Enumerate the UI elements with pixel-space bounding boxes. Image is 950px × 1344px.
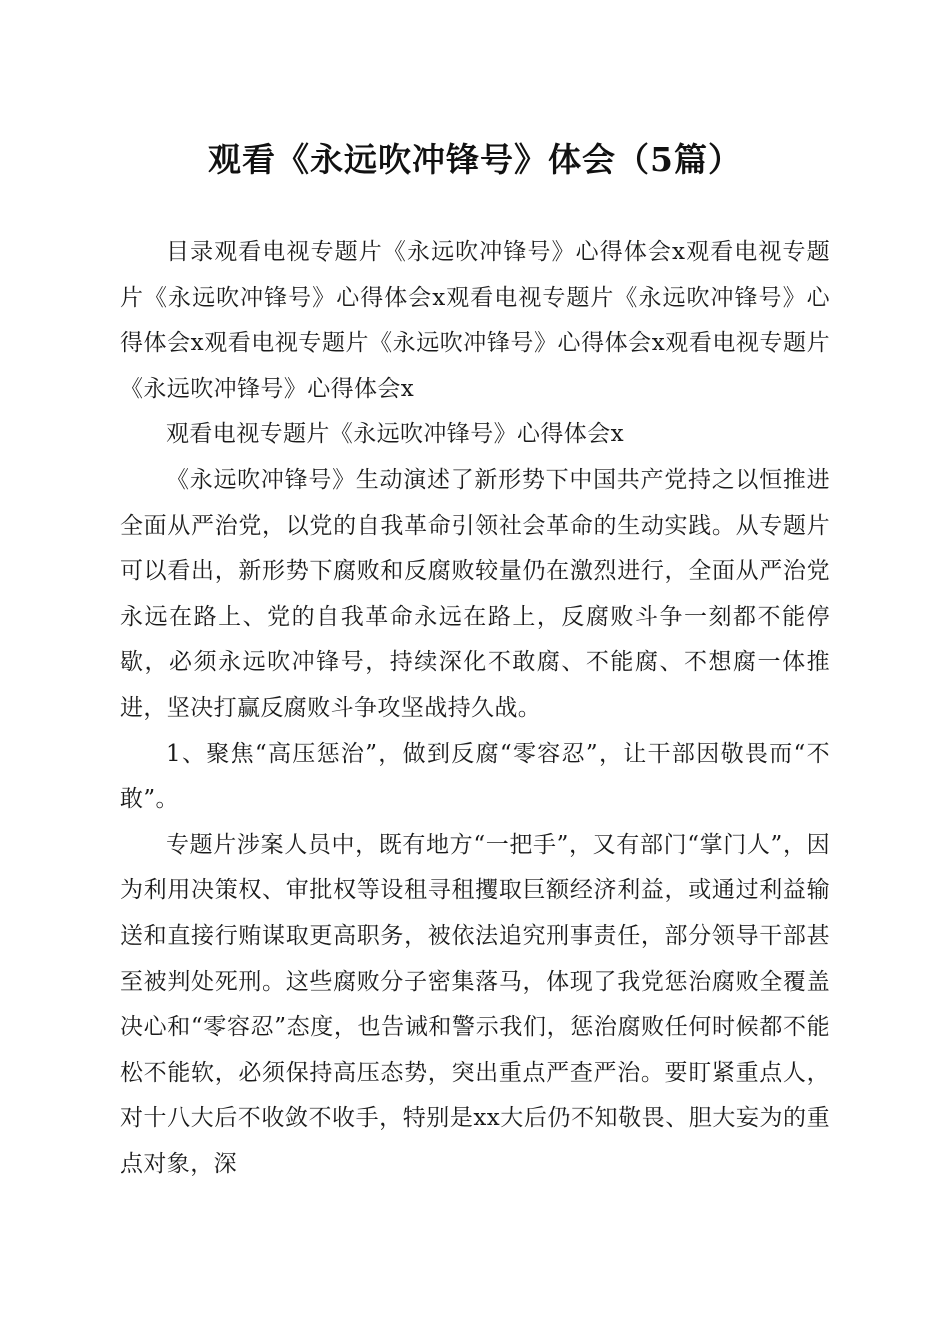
document-body xyxy=(120,230,830,1187)
body-paragraph: 专题片涉案人员中，既有地方“一把手”，又有部门“掌门人”，因为利用决策权、审批权等设租寻租攫取巨额经济利益，或通过利益输送和直接行贿谋取更高职务，被依法追究刑事责任，部分领导干部甚至被判处死刑。这些腐败分子密集落马，体现了我党惩治腐败全覆盖决心和“零容忍”态度，也告诫和警示我们，惩治腐败任何时候都不能松不能软，必须保持高压态势，突出重点严查严治。要盯紧重点人，对十八大后不收敛不收手，特别是xx大后仍不知敬畏、胆大妄为的重点对象，深 xyxy=(120,831,830,1177)
document-title: 观看《永远吹冲锋号》体会（5篇） xyxy=(208,140,742,179)
point-heading-1: 1、聚焦“高压惩治”，做到反腐“零容忍”，让干部因敬畏而“不敢”。 xyxy=(120,740,830,813)
table-of-contents-paragraph: 目录观看电视专题片《永远吹冲锋号》心得体会x观看电视专题片《永远吹冲锋号》心得体会x观看电视专题片《永远吹冲锋号》心得体会x观看电视专题片《永远吹冲锋号》心得体会x观看电视专题片《永远吹冲锋号》心得体会x xyxy=(120,239,830,402)
section-heading: 观看电视专题片《永远吹冲锋号》心得体会x xyxy=(166,421,624,448)
intro-paragraph: 《永远吹冲锋号》生动演述了新形势下中国共产党持之以恒推进全面从严治党，以党的自我革命引领社会革命的生动实践。从专题片可以看出，新形势下腐败和反腐败较量仍在激烈进行，全面从严治党永远在路上、党的自我革命永远在路上，反腐败斗争一刻都不能停歇，必须永远吹冲锋号，持续深化不敢腐、不能腐、不想腐一体推进，坚决打赢反腐败斗争攻坚战持久战。 xyxy=(120,466,830,721)
